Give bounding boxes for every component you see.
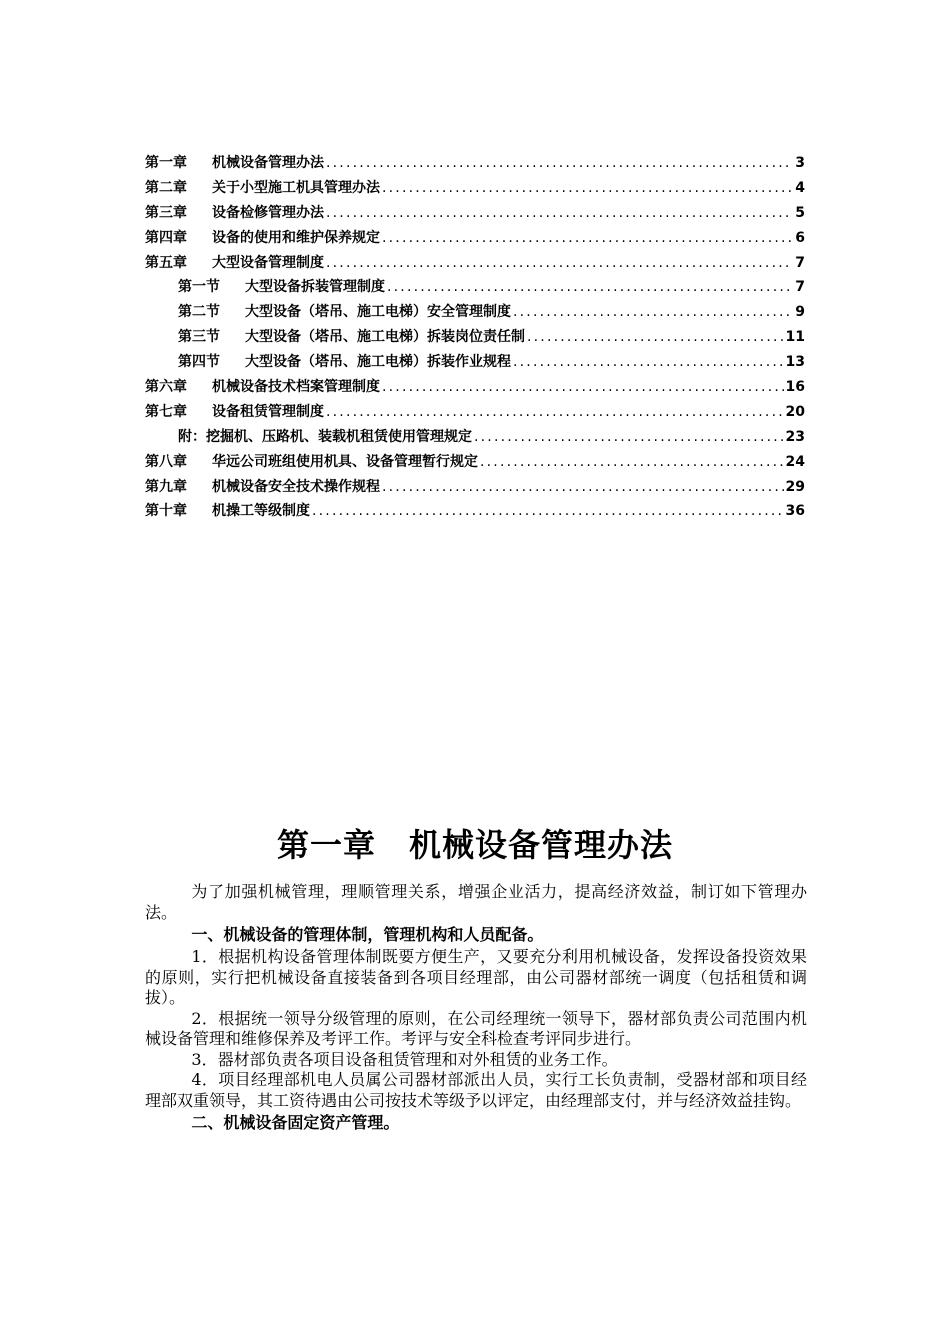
- toc-entry-number: 第二节: [178, 304, 220, 321]
- toc-dot-leader: [480, 454, 784, 470]
- toc-entry[interactable]: [145, 376, 805, 401]
- toc-entry-number: 第九章: [145, 478, 187, 495]
- toc-subentry[interactable]: [145, 276, 805, 301]
- toc-subentry[interactable]: [145, 326, 805, 351]
- toc-dot-leader: [382, 230, 793, 246]
- section-heading: 一、机械设备的管理体制，管理机构和人员配备。: [191, 925, 544, 944]
- toc-dot-leader: [474, 429, 784, 445]
- toc-dot-leader: [326, 205, 793, 221]
- table-of-contents: [145, 152, 805, 525]
- chapter-title: 第一章 机械设备管理办法: [276, 826, 673, 864]
- toc-entry-number: 第十章: [145, 503, 187, 520]
- section-heading: 二、机械设备固定资产管理。: [191, 1113, 400, 1132]
- chapter-body: [145, 882, 807, 1135]
- toc-entry-title: 机械设备管理办法: [212, 155, 324, 171]
- body-paragraph: 4．项目经理部机电人员属公司器材部派出人员，实行工长负责制，受器材部和项目经理部双重领导，其工资待遇由公司按技术等级予以评定，由经理部支付，并与经济效益挂钩。: [145, 1070, 807, 1110]
- toc-entry-title: 大型设备（塔吊、施工电梯）拆装作业规程: [245, 354, 511, 371]
- toc-entry-title: 大型设备拆装管理制度: [245, 279, 385, 296]
- toc-entry[interactable]: [145, 252, 805, 277]
- body-paragraph: 3．器材部负责各项目设备租赁管理和对外租赁的业务工作。: [191, 1049, 618, 1069]
- toc-dot-leader: [513, 354, 784, 370]
- toc-entry-title: 设备的使用和维护保养规定: [212, 229, 380, 246]
- body-paragraph: 2．根据统一领导分级管理的原则，在公司经理统一领导下，器材部负责公司范围内机械设备管理和维修保养及考评工作。考评与安全科检查考评同步进行。: [145, 1008, 807, 1048]
- toc-entry[interactable]: [145, 401, 805, 426]
- toc-entry-number: 第三节: [178, 329, 220, 346]
- toc-entry-page: 5: [795, 204, 805, 221]
- toc-dot-leader: [326, 404, 784, 420]
- toc-dot-leader: [527, 329, 784, 345]
- toc-entry-page: 13: [785, 354, 805, 371]
- toc-entry[interactable]: [145, 227, 805, 252]
- toc-entry-page: 7: [795, 279, 805, 296]
- toc-entry-number: 第一节: [178, 279, 220, 296]
- toc-entry-page: 11: [785, 329, 805, 346]
- toc-entry-page: 23: [785, 428, 805, 445]
- toc-entry-page: 9: [795, 304, 805, 321]
- toc-entry[interactable]: [145, 476, 805, 501]
- toc-entry-number: 第三章: [145, 204, 187, 221]
- toc-dot-leader: [326, 255, 793, 271]
- toc-entry-number: 第四节: [178, 354, 220, 371]
- toc-entry[interactable]: [145, 202, 805, 227]
- toc-entry-page: 29: [785, 478, 805, 495]
- toc-entry-page: 7: [795, 254, 805, 271]
- toc-dot-leader: [382, 479, 784, 495]
- toc-dot-leader: [382, 379, 784, 395]
- toc-entry-number: 第五章: [145, 254, 187, 271]
- toc-dot-leader: [382, 180, 793, 196]
- toc-entry-title: 设备租赁管理制度: [212, 403, 324, 420]
- toc-entry-title: 大型设备（塔吊、施工电梯）拆装岗位责任制: [245, 329, 525, 346]
- toc-subentry[interactable]: [145, 301, 805, 326]
- toc-entry-title: 附：挖掘机、压路机、装载机租赁使用管理规定: [178, 428, 472, 445]
- toc-entry-number: 第六章: [145, 379, 187, 396]
- toc-entry-title: 机操工等级制度: [212, 503, 310, 520]
- toc-subentry[interactable]: [145, 351, 805, 376]
- toc-entry-title: 设备检修管理办法: [212, 204, 324, 221]
- toc-entry-number: 第八章: [145, 453, 187, 470]
- toc-entry-title: 大型设备（塔吊、施工电梯）安全管理制度: [245, 304, 511, 321]
- toc-entry-page: 36: [785, 503, 805, 520]
- toc-entry-title: 关于小型施工机具管理办法: [212, 179, 380, 196]
- body-paragraph: 1．根据机构设备管理体制既要方便生产，又要充分利用机械设备，发挥设备投资效果的原则，实行把机械设备直接装备到各项目经理部，由公司器材部统一调度（包括租赁和调拔）。: [145, 947, 807, 1007]
- toc-entry-page: 3: [795, 155, 805, 171]
- toc-entry-number: 第一章: [145, 155, 187, 171]
- toc-entry-page: 6: [795, 229, 805, 246]
- toc-entry-page: 16: [785, 379, 805, 396]
- toc-entry-number: 第七章: [145, 403, 187, 420]
- toc-entry-number: 第四章: [145, 229, 187, 246]
- intro-paragraph: 为了加强机械管理，理顺管理关系，增强企业活力，提高经济效益，制订如下管理办法。: [145, 882, 807, 922]
- toc-entry[interactable]: [145, 451, 805, 476]
- toc-entry-title: 机械设备安全技术操作规程: [212, 478, 380, 495]
- toc-dot-leader: [387, 279, 793, 295]
- toc-entry[interactable]: [145, 152, 805, 177]
- toc-entry-number: 第二章: [145, 179, 187, 196]
- toc-entry-page: 20: [785, 403, 805, 420]
- toc-dot-leader: [513, 304, 793, 320]
- toc-entry-page: 4: [795, 179, 805, 196]
- toc-entry-title: 大型设备管理制度: [212, 254, 324, 271]
- toc-entry-title: 机械设备技术档案管理制度: [212, 379, 380, 396]
- toc-dot-leader: [326, 155, 793, 171]
- toc-entry-title: 华远公司班组使用机具、设备管理暂行规定: [212, 453, 478, 470]
- toc-entry[interactable]: [145, 500, 805, 525]
- toc-dot-leader: [312, 503, 784, 519]
- toc-entry-page: 24: [785, 453, 805, 470]
- toc-subentry-appendix[interactable]: [145, 426, 805, 451]
- toc-entry[interactable]: [145, 177, 805, 202]
